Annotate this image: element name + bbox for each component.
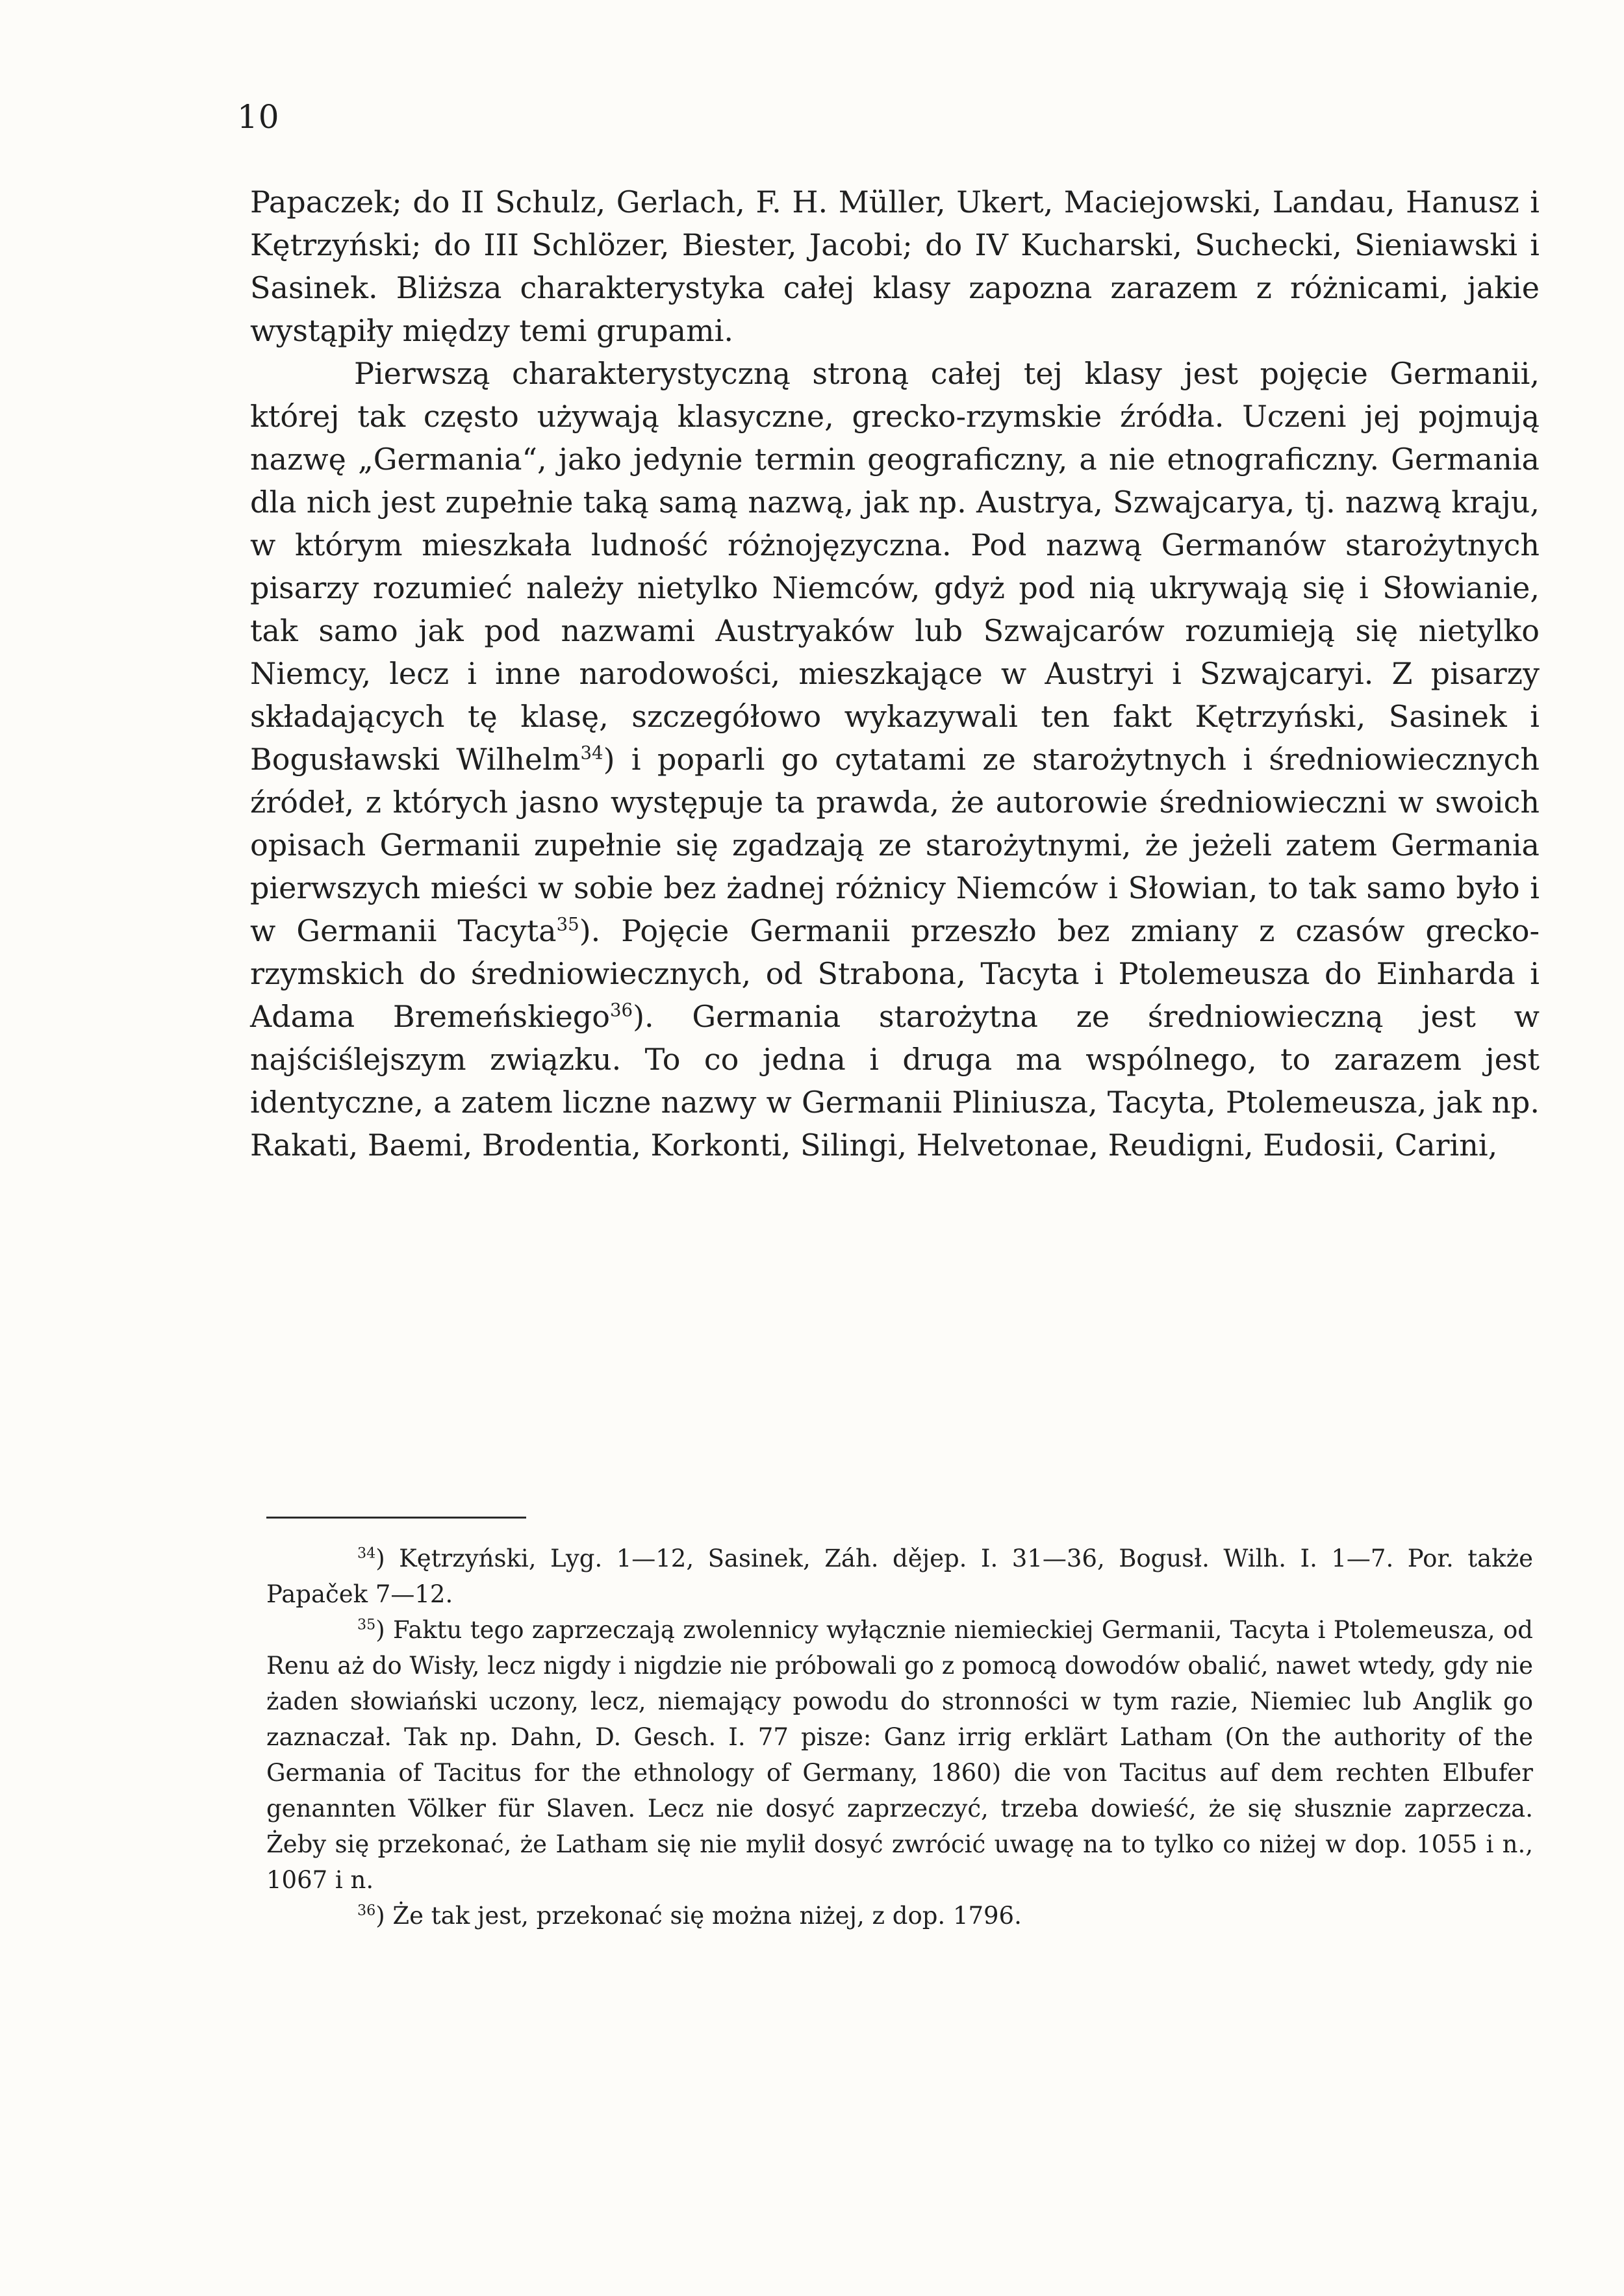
footnote-reference-36: 36 — [609, 999, 633, 1021]
footnote-reference-34: 34 — [580, 742, 603, 764]
footnote-35 — [266, 1612, 1533, 1898]
footnote-36 — [266, 1898, 1533, 1934]
footnote-text: ) Faktu tego zaprzeczają zwolennicy wyłącznie niemieckiej Germanii, Tacyta i Ptolemeusza, od Renu aż do Wisły, lecz nigdy i nigdzie nie próbowali go z pomocą dowodów obalić, nawet wtedy, gdy nie żaden słowiański uczony, lecz, niemający powodu do stronności w tym razie, Niemiec lub Anglik go zaznaczał. Tak np. Dahn, D. Gesch. I. 77 pisze: Ganz irrig erklärt Latham (On the authority of the Germania of Tacitus for the ethnology of Germany, 1860) die von Tacitus auf dem rechten Elbufer genannten Völker für Slaven. Lecz nie dosyć zaprzeczyć, trzeba dowieść, że się słusznie zaprzecza. Żeby się przekonać, że Latham się nie mylił dosyć zwrócić uwagę na to tylko co niżej w dop. 1055 i n., 1067 i n. — [266, 1616, 1533, 1894]
footnote-34 — [266, 1541, 1533, 1612]
paragraph-1 — [250, 181, 1540, 352]
paragraph-text: ). Germania starożytna ze średniowieczną jest w najściślejszym związku. To co jedna i druga ma wspólnego, to zarazem jest identyczne, a zatem liczne nazwy w Germanii Pliniusza, Tacyta, Ptolemeusza, jak np. Rakati, Baemi, Brodentia, Korkonti, Silingi, Helvetonae, Reudigni, Eudosii, Carini, — [250, 999, 1540, 1163]
footnotes — [266, 1541, 1533, 1934]
footnote-mark: 35 — [357, 1616, 376, 1634]
footnote-separator — [266, 1517, 526, 1519]
footnote-text: ) Że tak jest, przekonać się można niżej, z dop. 1796. — [375, 1902, 1022, 1930]
footnote-text: ) Kętrzyński, Lyg. 1—12, Sasinek, Záh. dějep. I. 31—36, Bogusł. Wilh. I. 1—7. Por. także Papaček 7—12. — [266, 1545, 1533, 1608]
paragraph-text: Pierwszą charakterystyczną stroną całej tej klasy jest pojęcie Germanii, której tak często używają klasyczne, grecko-rzymskie źródła. Uczeni jej pojmują nazwę „Germania“, jako jedynie termin geograficzny, a nie etnograficzny. Germania dla nich jest zupełnie taką samą nazwą, jak np. Austrya, Szwajcarya, tj. nazwą kraju, w którym mieszkała ludność różnojęzyczna. Pod nazwą Germanów starożytnych pisarzy rozumieć należy nietylko Niemców, gdyż pod nią ukrywają się i Słowianie, tak samo jak pod nazwami Austryaków lub Szwajcarów rozumieją się nietylko Niemcy, lecz i inne narodowości, mieszkające w Austryi i Szwajcaryi. Z pisarzy składających tę klasę, szczegółowo wykazywali ten fakt Kętrzyński, Sasinek i Bogusławski Wilhelm — [250, 356, 1540, 777]
page-number: 10 — [237, 98, 280, 136]
paragraph-text: ) i poparli go cytatami ze starożytnych i średniowiecznych źródeł, z których jasno występuje ta prawda, że autorowie średniowieczni w swoich opisach Germanii zupełnie się zgadzają ze starożytnymi, że jeżeli zatem Germania pierwszych mieści w sobie bez żadnej różnicy Niemców i Słowian, to tak samo było i w Germanii Tacyta — [250, 742, 1540, 948]
footnote-mark: 36 — [357, 1902, 376, 1919]
footnote-mark: 34 — [357, 1545, 376, 1562]
paragraph-2 — [250, 352, 1540, 1167]
main-text — [250, 181, 1540, 1167]
footnote-reference-35: 35 — [556, 913, 579, 935]
paragraph-text: Papaczek; do II Schulz, Gerlach, F. H. Müller, Ukert, Maciejowski, Landau, Hanusz i Kętrzyński; do III Schlözer, Biester, Jacobi; do IV Kucharski, Suchecki, Sieniawski i Sasinek. Bliższa charakterystyka całej klasy zapozna zarazem z różnicami, jakie wystąpiły między temi grupami. — [250, 184, 1540, 348]
paragraph-text: ). Pojęcie Germanii przeszło bez zmiany z czasów grecko-rzymskich do średniowiecznych, od Strabona, Tacyta i Ptolemeusza do Einharda i Adama Bremeńskiego — [250, 913, 1540, 1034]
